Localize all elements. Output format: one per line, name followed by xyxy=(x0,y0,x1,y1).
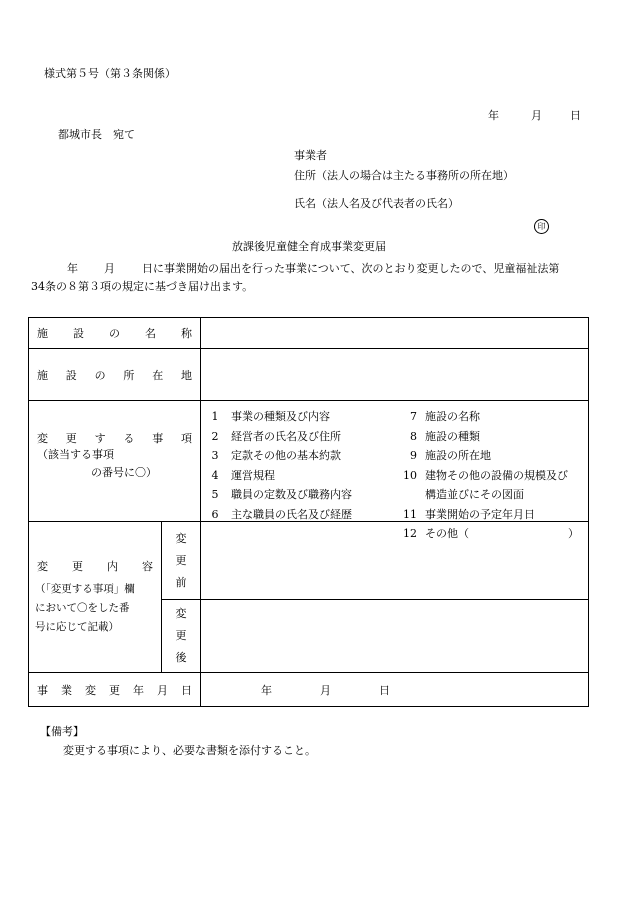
change-item xyxy=(393,427,579,447)
after-label: 変 更 後 xyxy=(175,607,187,664)
change-item xyxy=(393,407,579,427)
change-item xyxy=(205,466,352,486)
change-item-number: 10 xyxy=(403,468,417,482)
change-item-text: その他（ ） xyxy=(425,527,579,540)
change-date-field[interactable] xyxy=(201,682,588,698)
notes-heading: 【備考】 xyxy=(40,725,84,738)
change-item-number: 4 xyxy=(211,468,219,482)
change-items-label: 変 更 す る 事 項 xyxy=(37,432,192,445)
date-month: 月 xyxy=(531,109,542,122)
change-item-text: 施設の名称 xyxy=(425,410,480,423)
change-item xyxy=(205,505,352,525)
change-item-text: 経営者の氏名及び住所 xyxy=(231,429,341,443)
notes-text: 変更する事項により、必要な書類を添付すること。 xyxy=(63,744,316,757)
change-item-number: 1 xyxy=(211,410,219,423)
applicant-address-label: 住所（法人の場合は主たる事務所の所在地） xyxy=(294,169,514,182)
change-item-text: 事業開始の予定年月日 xyxy=(425,507,535,521)
change-content-note1 xyxy=(35,580,155,599)
change-item xyxy=(205,446,352,466)
change-item-text: 事業の種類及び内容 xyxy=(231,410,330,423)
change-item-number: 9 xyxy=(410,449,417,462)
applicant-heading: 事業者 xyxy=(294,149,327,162)
intro-year: 年 xyxy=(67,262,78,275)
change-items-left xyxy=(205,407,352,524)
change-item-text: 定款その他の基本約款 xyxy=(231,449,341,462)
change-item xyxy=(393,524,579,544)
date-day: 日 xyxy=(570,109,581,122)
form-number: 様式第５号（第３条関係） xyxy=(44,67,176,80)
change-items-note2: の番号に〇） xyxy=(91,466,157,479)
change-item xyxy=(205,427,352,447)
change-item-number: 2 xyxy=(211,429,219,443)
change-item-number: 6 xyxy=(211,507,219,521)
change-item-number: 12 xyxy=(403,527,417,540)
change-item xyxy=(205,407,352,427)
change-items-list xyxy=(201,401,588,540)
change-date-year: 年 xyxy=(261,683,272,697)
change-form-table xyxy=(28,317,589,707)
facility-address-field[interactable] xyxy=(201,349,589,401)
after-field[interactable] xyxy=(201,600,589,673)
date-year: 年 xyxy=(488,109,499,122)
intro-line2: 34条の８第３項の規定に基づき届け出ます。 xyxy=(31,280,254,293)
change-item xyxy=(393,446,579,466)
before-label: 変 更 前 xyxy=(175,531,187,589)
row-facility-name xyxy=(29,318,589,349)
change-item-text: 構造並びにその図面 xyxy=(425,488,524,501)
change-item-text: 運営規程 xyxy=(231,468,275,482)
change-item-text: 職員の定数及び職務内容 xyxy=(231,488,352,501)
applicant-name-label: 氏名（法人名及び代表者の氏名） xyxy=(294,197,459,210)
row-change-items xyxy=(29,401,589,522)
row-facility-address xyxy=(29,349,589,401)
change-date-month: 月 xyxy=(320,683,331,697)
intro-month: 月 xyxy=(104,262,115,275)
change-item xyxy=(393,485,579,505)
seal-mark: 印 xyxy=(534,219,549,234)
document-title: 放課後児童健全育成事業変更届 xyxy=(232,240,386,253)
facility-address-label: 施 設 の 所 在 地 xyxy=(37,368,192,382)
change-content-note xyxy=(29,574,161,637)
change-item xyxy=(393,466,579,486)
change-item-text: 施設の種類 xyxy=(425,429,480,443)
change-item xyxy=(393,505,579,525)
change-content-note2: において〇をした番 xyxy=(35,601,130,614)
change-item-text: 建物その他の設備の規模及び xyxy=(425,468,568,482)
change-item-number: 8 xyxy=(410,429,417,443)
row-change-date xyxy=(29,673,589,707)
change-item xyxy=(205,485,352,505)
facility-name-field[interactable] xyxy=(201,318,589,349)
facility-name-label: 施 設 の 名 称 xyxy=(37,327,192,340)
change-item-number: 3 xyxy=(211,449,219,462)
change-item-number: 5 xyxy=(211,488,219,501)
intro-line1: 日に事業開始の届出を行った事業について、次のとおり変更したので、児童福祉法第 xyxy=(142,262,560,275)
change-date-label: 事 業 変 更 年 月 日 xyxy=(37,683,192,697)
change-item-number: 11 xyxy=(403,507,417,521)
change-items-right xyxy=(393,407,579,544)
date-line xyxy=(488,109,499,123)
change-content-note3: 号に応じて記載） xyxy=(35,620,119,633)
change-date-day: 日 xyxy=(379,683,390,697)
change-item-number: 7 xyxy=(410,410,417,423)
change-item-number xyxy=(393,485,425,505)
change-content-label: 変 更 内 容 xyxy=(37,559,153,573)
change-item-text: 主な職員の氏名及び経歴 xyxy=(231,507,352,521)
addressee: 都城市長 宛て xyxy=(58,128,135,141)
note1-text: （「変更する事項」欄 xyxy=(35,582,135,595)
change-item-text: 施設の所在地 xyxy=(425,449,491,462)
change-items-note1: （該当する事項 xyxy=(37,448,114,461)
